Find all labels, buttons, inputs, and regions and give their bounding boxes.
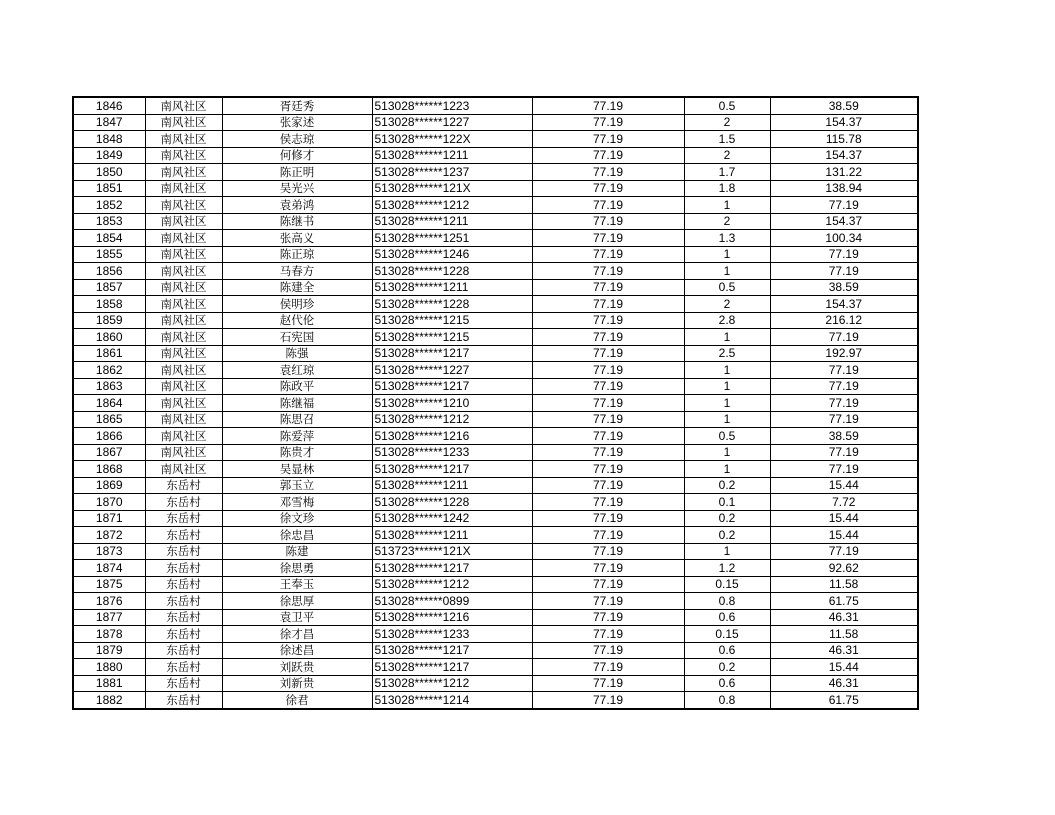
table-row: [73, 164, 918, 181]
unit-price-cell: 77.19: [532, 411, 684, 428]
quantity-cell: 0.8: [684, 692, 770, 709]
quantity-cell: 2.5: [684, 345, 770, 362]
unit-price-cell: 77.19: [532, 345, 684, 362]
unit-price-cell: 77.19: [532, 296, 684, 313]
name-cell: 赵代伦: [222, 312, 372, 329]
quantity-cell: 1: [684, 378, 770, 395]
table-row: [73, 97, 918, 114]
table-row: [73, 642, 918, 659]
amount-cell: 46.31: [770, 609, 918, 626]
id-number-cell: 513028******1211: [372, 477, 532, 494]
area-cell: 东岳村: [145, 527, 222, 544]
id-number-cell: 513028******1215: [372, 329, 532, 346]
unit-price-cell: 77.19: [532, 494, 684, 511]
row-number-cell: 1853: [73, 213, 145, 230]
area-cell: 东岳村: [145, 477, 222, 494]
table-row: [73, 263, 918, 280]
id-number-cell: 513028******1223: [372, 97, 532, 114]
unit-price-cell: 77.19: [532, 362, 684, 379]
unit-price-cell: 77.19: [532, 180, 684, 197]
id-number-cell: 513028******1211: [372, 527, 532, 544]
quantity-cell: 1.5: [684, 131, 770, 148]
area-cell: 南风社区: [145, 197, 222, 214]
row-number-cell: 1849: [73, 147, 145, 164]
unit-price-cell: 77.19: [532, 147, 684, 164]
name-cell: 张高义: [222, 230, 372, 247]
area-cell: 南风社区: [145, 461, 222, 478]
quantity-cell: 0.6: [684, 642, 770, 659]
area-cell: 东岳村: [145, 494, 222, 511]
quantity-cell: 1: [684, 543, 770, 560]
table-row: [73, 378, 918, 395]
area-cell: 东岳村: [145, 576, 222, 593]
unit-price-cell: 77.19: [532, 527, 684, 544]
id-number-cell: 513028******1217: [372, 461, 532, 478]
table-row: [73, 114, 918, 131]
id-number-cell: 513028******1217: [372, 345, 532, 362]
area-cell: 南风社区: [145, 296, 222, 313]
id-number-cell: 513028******1212: [372, 411, 532, 428]
id-number-cell: 513028******1217: [372, 642, 532, 659]
amount-cell: 100.34: [770, 230, 918, 247]
row-number-cell: 1874: [73, 560, 145, 577]
table-row: [73, 675, 918, 692]
id-number-cell: 513028******1212: [372, 197, 532, 214]
area-cell: 东岳村: [145, 609, 222, 626]
quantity-cell: 0.2: [684, 659, 770, 676]
name-cell: 何修才: [222, 147, 372, 164]
id-number-cell: 513028******1214: [372, 692, 532, 709]
row-number-cell: 1852: [73, 197, 145, 214]
quantity-cell: 0.2: [684, 527, 770, 544]
id-number-cell: 513028******1228: [372, 494, 532, 511]
amount-cell: 154.37: [770, 213, 918, 230]
area-cell: 东岳村: [145, 543, 222, 560]
quantity-cell: 0.5: [684, 279, 770, 296]
unit-price-cell: 77.19: [532, 329, 684, 346]
name-cell: 陈建: [222, 543, 372, 560]
table-row: [73, 230, 918, 247]
amount-cell: 7.72: [770, 494, 918, 511]
table-row: [73, 345, 918, 362]
name-cell: 陈强: [222, 345, 372, 362]
id-number-cell: 513028******1237: [372, 164, 532, 181]
area-cell: 东岳村: [145, 593, 222, 610]
amount-cell: 11.58: [770, 576, 918, 593]
name-cell: 吴显林: [222, 461, 372, 478]
name-cell: 陈正琼: [222, 246, 372, 263]
unit-price-cell: 77.19: [532, 560, 684, 577]
name-cell: 刘跃贵: [222, 659, 372, 676]
table-row: [73, 576, 918, 593]
name-cell: 张家述: [222, 114, 372, 131]
name-cell: 陈建全: [222, 279, 372, 296]
quantity-cell: 1: [684, 329, 770, 346]
row-number-cell: 1861: [73, 345, 145, 362]
quantity-cell: 0.2: [684, 477, 770, 494]
quantity-cell: 2: [684, 114, 770, 131]
area-cell: 东岳村: [145, 626, 222, 643]
id-number-cell: 513028******1242: [372, 510, 532, 527]
quantity-cell: 2.8: [684, 312, 770, 329]
area-cell: 东岳村: [145, 659, 222, 676]
area-cell: 南风社区: [145, 444, 222, 461]
area-cell: 南风社区: [145, 329, 222, 346]
unit-price-cell: 77.19: [532, 609, 684, 626]
area-cell: 东岳村: [145, 642, 222, 659]
name-cell: 陈政平: [222, 378, 372, 395]
name-cell: 侯明珍: [222, 296, 372, 313]
amount-cell: 61.75: [770, 692, 918, 709]
amount-cell: 11.58: [770, 626, 918, 643]
quantity-cell: 0.5: [684, 97, 770, 114]
unit-price-cell: 77.19: [532, 213, 684, 230]
quantity-cell: 1: [684, 197, 770, 214]
table-row: [73, 131, 918, 148]
id-number-cell: 513028******121X: [372, 180, 532, 197]
row-number-cell: 1865: [73, 411, 145, 428]
row-number-cell: 1867: [73, 444, 145, 461]
area-cell: 南风社区: [145, 97, 222, 114]
area-cell: 南风社区: [145, 230, 222, 247]
unit-price-cell: 77.19: [532, 97, 684, 114]
area-cell: 东岳村: [145, 560, 222, 577]
amount-cell: 77.19: [770, 246, 918, 263]
area-cell: 南风社区: [145, 180, 222, 197]
quantity-cell: 1: [684, 246, 770, 263]
unit-price-cell: 77.19: [532, 131, 684, 148]
name-cell: 胥廷秀: [222, 97, 372, 114]
amount-cell: 15.44: [770, 477, 918, 494]
quantity-cell: 1: [684, 411, 770, 428]
name-cell: 徐忠昌: [222, 527, 372, 544]
table-row: [73, 312, 918, 329]
row-number-cell: 1871: [73, 510, 145, 527]
quantity-cell: 0.15: [684, 576, 770, 593]
id-number-cell: 513028******1233: [372, 626, 532, 643]
unit-price-cell: 77.19: [532, 263, 684, 280]
unit-price-cell: 77.19: [532, 395, 684, 412]
table-row: [73, 494, 918, 511]
amount-cell: 138.94: [770, 180, 918, 197]
name-cell: 邓雪梅: [222, 494, 372, 511]
row-number-cell: 1880: [73, 659, 145, 676]
id-number-cell: 513028******1212: [372, 675, 532, 692]
area-cell: 南风社区: [145, 362, 222, 379]
amount-cell: 216.12: [770, 312, 918, 329]
table-row: [73, 626, 918, 643]
area-cell: 南风社区: [145, 279, 222, 296]
amount-cell: 15.44: [770, 510, 918, 527]
id-number-cell: 513028******1216: [372, 428, 532, 445]
area-cell: 南风社区: [145, 345, 222, 362]
table-row: [73, 147, 918, 164]
quantity-cell: 1.7: [684, 164, 770, 181]
name-cell: 袁卫平: [222, 609, 372, 626]
amount-cell: 61.75: [770, 593, 918, 610]
quantity-cell: 2: [684, 296, 770, 313]
id-number-cell: 513028******1233: [372, 444, 532, 461]
table-row: [73, 593, 918, 610]
row-number-cell: 1873: [73, 543, 145, 560]
table-row: [73, 395, 918, 412]
table-row: [73, 659, 918, 676]
amount-cell: 46.31: [770, 675, 918, 692]
quantity-cell: 2: [684, 147, 770, 164]
name-cell: 徐君: [222, 692, 372, 709]
row-number-cell: 1869: [73, 477, 145, 494]
unit-price-cell: 77.19: [532, 692, 684, 709]
amount-cell: 38.59: [770, 97, 918, 114]
row-number-cell: 1881: [73, 675, 145, 692]
id-number-cell: 513028******1228: [372, 296, 532, 313]
name-cell: 陈继书: [222, 213, 372, 230]
amount-cell: 77.19: [770, 362, 918, 379]
amount-cell: 77.19: [770, 378, 918, 395]
unit-price-cell: 77.19: [532, 543, 684, 560]
row-number-cell: 1872: [73, 527, 145, 544]
quantity-cell: 1.2: [684, 560, 770, 577]
unit-price-cell: 77.19: [532, 279, 684, 296]
table-row: [73, 560, 918, 577]
unit-price-cell: 77.19: [532, 428, 684, 445]
amount-cell: 92.62: [770, 560, 918, 577]
id-number-cell: 513028******1215: [372, 312, 532, 329]
quantity-cell: 0.5: [684, 428, 770, 445]
table-row: [73, 428, 918, 445]
name-cell: 侯志琼: [222, 131, 372, 148]
area-cell: 南风社区: [145, 395, 222, 412]
amount-cell: 46.31: [770, 642, 918, 659]
data-table: [72, 96, 919, 710]
quantity-cell: 0.15: [684, 626, 770, 643]
quantity-cell: 0.6: [684, 609, 770, 626]
unit-price-cell: 77.19: [532, 312, 684, 329]
name-cell: 徐思勇: [222, 560, 372, 577]
quantity-cell: 1.8: [684, 180, 770, 197]
name-cell: 陈正明: [222, 164, 372, 181]
quantity-cell: 1: [684, 395, 770, 412]
amount-cell: 15.44: [770, 527, 918, 544]
id-number-cell: 513028******1211: [372, 147, 532, 164]
area-cell: 南风社区: [145, 428, 222, 445]
id-number-cell: 513028******1211: [372, 279, 532, 296]
row-number-cell: 1878: [73, 626, 145, 643]
area-cell: 南风社区: [145, 147, 222, 164]
amount-cell: 77.19: [770, 197, 918, 214]
table-row: [73, 213, 918, 230]
table-row: [73, 461, 918, 478]
id-number-cell: 513028******1212: [372, 576, 532, 593]
area-cell: 东岳村: [145, 675, 222, 692]
unit-price-cell: 77.19: [532, 246, 684, 263]
id-number-cell: 513028******0899: [372, 593, 532, 610]
name-cell: 陈思召: [222, 411, 372, 428]
unit-price-cell: 77.19: [532, 510, 684, 527]
area-cell: 南风社区: [145, 246, 222, 263]
id-number-cell: 513028******1227: [372, 114, 532, 131]
area-cell: 东岳村: [145, 510, 222, 527]
name-cell: 刘新贵: [222, 675, 372, 692]
id-number-cell: 513028******1217: [372, 378, 532, 395]
unit-price-cell: 77.19: [532, 164, 684, 181]
area-cell: 南风社区: [145, 411, 222, 428]
area-cell: 南风社区: [145, 378, 222, 395]
name-cell: 马春方: [222, 263, 372, 280]
unit-price-cell: 77.19: [532, 593, 684, 610]
row-number-cell: 1859: [73, 312, 145, 329]
id-number-cell: 513028******1211: [372, 213, 532, 230]
table-row: [73, 543, 918, 560]
table-row: [73, 296, 918, 313]
row-number-cell: 1875: [73, 576, 145, 593]
unit-price-cell: 77.19: [532, 461, 684, 478]
quantity-cell: 0.1: [684, 494, 770, 511]
row-number-cell: 1855: [73, 246, 145, 263]
row-number-cell: 1882: [73, 692, 145, 709]
id-number-cell: 513723******121X: [372, 543, 532, 560]
name-cell: 吴光兴: [222, 180, 372, 197]
table-row: [73, 444, 918, 461]
amount-cell: 38.59: [770, 279, 918, 296]
id-number-cell: 513028******1228: [372, 263, 532, 280]
name-cell: 王奉玉: [222, 576, 372, 593]
name-cell: 陈爱萍: [222, 428, 372, 445]
table-row: [73, 329, 918, 346]
table-row: [73, 279, 918, 296]
row-number-cell: 1846: [73, 97, 145, 114]
unit-price-cell: 77.19: [532, 675, 684, 692]
unit-price-cell: 77.19: [532, 114, 684, 131]
area-cell: 南风社区: [145, 164, 222, 181]
table-row: [73, 527, 918, 544]
name-cell: 石宪国: [222, 329, 372, 346]
quantity-cell: 1: [684, 461, 770, 478]
row-number-cell: 1870: [73, 494, 145, 511]
name-cell: 陈贵才: [222, 444, 372, 461]
row-number-cell: 1868: [73, 461, 145, 478]
quantity-cell: 0.2: [684, 510, 770, 527]
id-number-cell: 513028******1217: [372, 560, 532, 577]
amount-cell: 77.19: [770, 395, 918, 412]
id-number-cell: 513028******1217: [372, 659, 532, 676]
row-number-cell: 1848: [73, 131, 145, 148]
row-number-cell: 1851: [73, 180, 145, 197]
id-number-cell: 513028******122X: [372, 131, 532, 148]
table-row: [73, 477, 918, 494]
table-row: [73, 510, 918, 527]
unit-price-cell: 77.19: [532, 626, 684, 643]
table-row: [73, 609, 918, 626]
name-cell: 袁红琼: [222, 362, 372, 379]
amount-cell: 154.37: [770, 114, 918, 131]
id-number-cell: 513028******1216: [372, 609, 532, 626]
area-cell: 南风社区: [145, 312, 222, 329]
area-cell: 南风社区: [145, 131, 222, 148]
name-cell: 郭玉立: [222, 477, 372, 494]
row-number-cell: 1858: [73, 296, 145, 313]
row-number-cell: 1879: [73, 642, 145, 659]
amount-cell: 192.97: [770, 345, 918, 362]
id-number-cell: 513028******1227: [372, 362, 532, 379]
id-number-cell: 513028******1210: [372, 395, 532, 412]
id-number-cell: 513028******1251: [372, 230, 532, 247]
name-cell: 徐文珍: [222, 510, 372, 527]
table-row: [73, 197, 918, 214]
row-number-cell: 1857: [73, 279, 145, 296]
row-number-cell: 1850: [73, 164, 145, 181]
unit-price-cell: 77.19: [532, 659, 684, 676]
name-cell: 袁弟鸿: [222, 197, 372, 214]
id-number-cell: 513028******1246: [372, 246, 532, 263]
row-number-cell: 1862: [73, 362, 145, 379]
row-number-cell: 1860: [73, 329, 145, 346]
row-number-cell: 1877: [73, 609, 145, 626]
quantity-cell: 2: [684, 213, 770, 230]
row-number-cell: 1866: [73, 428, 145, 445]
area-cell: 南风社区: [145, 263, 222, 280]
row-number-cell: 1854: [73, 230, 145, 247]
amount-cell: 115.78: [770, 131, 918, 148]
quantity-cell: 0.8: [684, 593, 770, 610]
table-row: [73, 246, 918, 263]
amount-cell: 77.19: [770, 444, 918, 461]
table-row: [73, 411, 918, 428]
amount-cell: 77.19: [770, 263, 918, 280]
area-cell: 南风社区: [145, 213, 222, 230]
unit-price-cell: 77.19: [532, 197, 684, 214]
quantity-cell: 1: [684, 444, 770, 461]
area-cell: 东岳村: [145, 692, 222, 709]
quantity-cell: 1: [684, 362, 770, 379]
amount-cell: 77.19: [770, 329, 918, 346]
table-row: [73, 692, 918, 709]
amount-cell: 77.19: [770, 411, 918, 428]
amount-cell: 77.19: [770, 461, 918, 478]
unit-price-cell: 77.19: [532, 378, 684, 395]
row-number-cell: 1876: [73, 593, 145, 610]
unit-price-cell: 77.19: [532, 642, 684, 659]
quantity-cell: 1.3: [684, 230, 770, 247]
amount-cell: 15.44: [770, 659, 918, 676]
row-number-cell: 1863: [73, 378, 145, 395]
table-row: [73, 180, 918, 197]
quantity-cell: 1: [684, 263, 770, 280]
row-number-cell: 1847: [73, 114, 145, 131]
name-cell: 陈继福: [222, 395, 372, 412]
amount-cell: 154.37: [770, 147, 918, 164]
name-cell: 徐述昌: [222, 642, 372, 659]
table-row: [73, 362, 918, 379]
name-cell: 徐才昌: [222, 626, 372, 643]
unit-price-cell: 77.19: [532, 477, 684, 494]
amount-cell: 131.22: [770, 164, 918, 181]
amount-cell: 38.59: [770, 428, 918, 445]
quantity-cell: 0.6: [684, 675, 770, 692]
area-cell: 南风社区: [145, 114, 222, 131]
unit-price-cell: 77.19: [532, 230, 684, 247]
row-number-cell: 1856: [73, 263, 145, 280]
row-number-cell: 1864: [73, 395, 145, 412]
unit-price-cell: 77.19: [532, 576, 684, 593]
unit-price-cell: 77.19: [532, 444, 684, 461]
table-body: [73, 97, 918, 709]
name-cell: 徐思厚: [222, 593, 372, 610]
amount-cell: 154.37: [770, 296, 918, 313]
amount-cell: 77.19: [770, 543, 918, 560]
